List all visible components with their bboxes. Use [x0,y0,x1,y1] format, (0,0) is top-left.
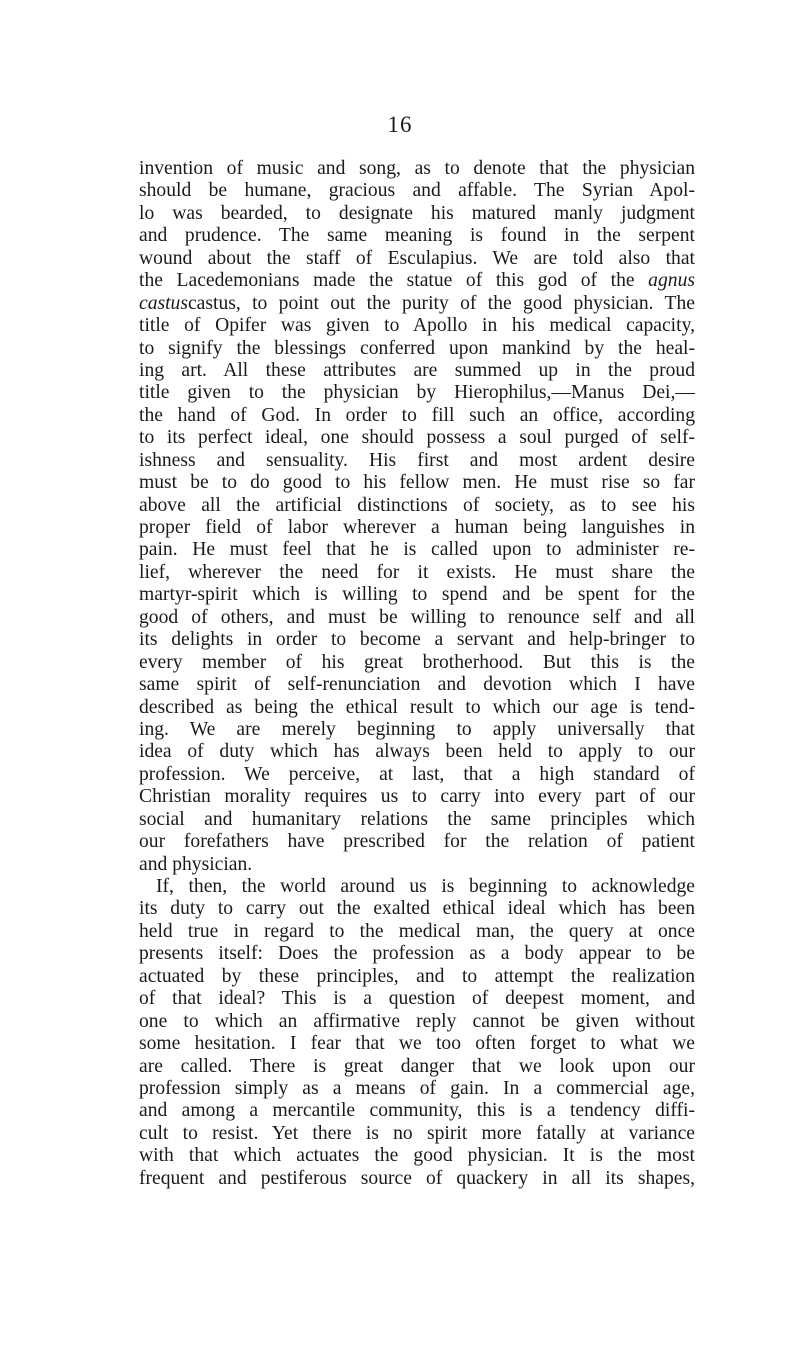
text-line-41: are called. There is great danger that we look upon our [139,1055,695,1077]
page-number: 16 [387,112,413,137]
text-line-3: lo was bearded, to designate his matured manly judgment [139,202,695,224]
text-line-23: every member of his great brotherhood. But this is the [139,651,695,673]
text-line-36: presents itself: Does the profession as a body appear to be [139,943,695,965]
text-line-26: ing. We are merely beginning to apply universally that [139,718,695,740]
text-line-7 [139,293,695,315]
text-line-42: profession simply as a means of gain. In a commercial age, [139,1077,695,1099]
text-line-35: held true in regard to the medical man, the query at once [139,920,695,942]
text-line-28: profession. We perceive, at last, that a high standard of [139,763,695,785]
text-line-6-roman: the Lacedemonians made the statue of this god of the [139,270,635,292]
text-line-5: wound about the staff of Esculapius. We are told also that [139,247,695,269]
text-line-15: must be to do good to his fellow men. He must rise so far [139,472,695,494]
text-line-45: with that which actuates the good physician. It is the most [139,1145,695,1167]
text-line-27: idea of duty which has always been held to apply to our [139,741,695,763]
text-line-6 [139,270,695,292]
text-line-39: one to which an affirmative reply cannot be given without [139,1010,695,1032]
italic-term-agnus: agnus [648,270,695,292]
text-line-46: frequent and pestiferous source of quackery in all its shapes, [139,1167,695,1189]
text-line-21: good of others, and must be willing to renounce self and all [139,606,695,628]
text-line-17: proper field of labor wherever a human being languishes in [139,517,695,538]
text-line-12: the hand of God. In order to fill such an office, according [139,404,695,426]
text-line-7-roman: castus, to point out the purity of the good physician. The [187,292,695,314]
text-line-43: and among a mercantile community, this is a tendency diffi- [139,1100,695,1122]
text-line-16: above all the artificial distinctions of society, as to see his [139,494,695,516]
text-line-9: to signify the blessings conferred upon mankind by the heal- [139,337,695,359]
text-line-20: martyr-spirit which is willing to spend and be spent for the [139,584,695,606]
text-line-10: ing art. All these attributes are summed up in the proud [139,359,695,381]
text-line-18: pain. He must feel that he is called upon to administer re- [139,539,695,561]
text-line-30: social and humanitary relations the same principles which [139,808,695,830]
text-line-19: lief, wherever the need for it exists. He must share the [139,561,695,583]
text-line-4: and prudence. The same meaning is found in the serpent [139,225,695,247]
text-line-13: to its perfect ideal, one should possess a soul purged of self- [139,427,695,449]
text-line-8: title of Opifer was given to Apollo in his medical capacity, [139,315,695,337]
text-line-37: actuated by these principles, and to attempt the realization [139,965,695,987]
text-line-33: If, then, the world around us is beginning to acknowledge [156,876,695,897]
text-line-14: ishness and sensuality. His first and most ardent desire [139,449,695,471]
text-line-44: cult to resist. Yet there is no spirit more fatally at variance [139,1122,695,1144]
text-line-40: some hesitation. I fear that we too often forget to what we [139,1033,695,1055]
text-line-2: should be humane, gracious and affable. The Syrian Apol- [139,180,695,202]
italic-term-castus: castus [139,292,188,314]
text-line-29: Christian morality requires us to carry into every part of our [139,786,695,808]
text-line-38: of that ideal? This is a question of deepest moment, and [139,988,695,1010]
text-line-11: title given to the physician by Hierophilus,—Manus Dei,— [139,382,695,404]
body-text [139,158,695,1190]
text-line-1: invention of music and song, as to denote that the physician [139,158,695,179]
text-line-32: and physician. [139,853,253,875]
text-line-22: its delights in order to become a servant and help-bringer to [139,629,695,651]
text-line-31: our forefathers have prescribed for the relation of patient [139,831,695,853]
text-line-25: described as being the ethical result to which our age is tend- [139,696,695,718]
text-line-24: same spirit of self-renunciation and devotion which I have [139,674,695,696]
text-line-34: its duty to carry out the exalted ethical ideal which has been [139,898,695,920]
